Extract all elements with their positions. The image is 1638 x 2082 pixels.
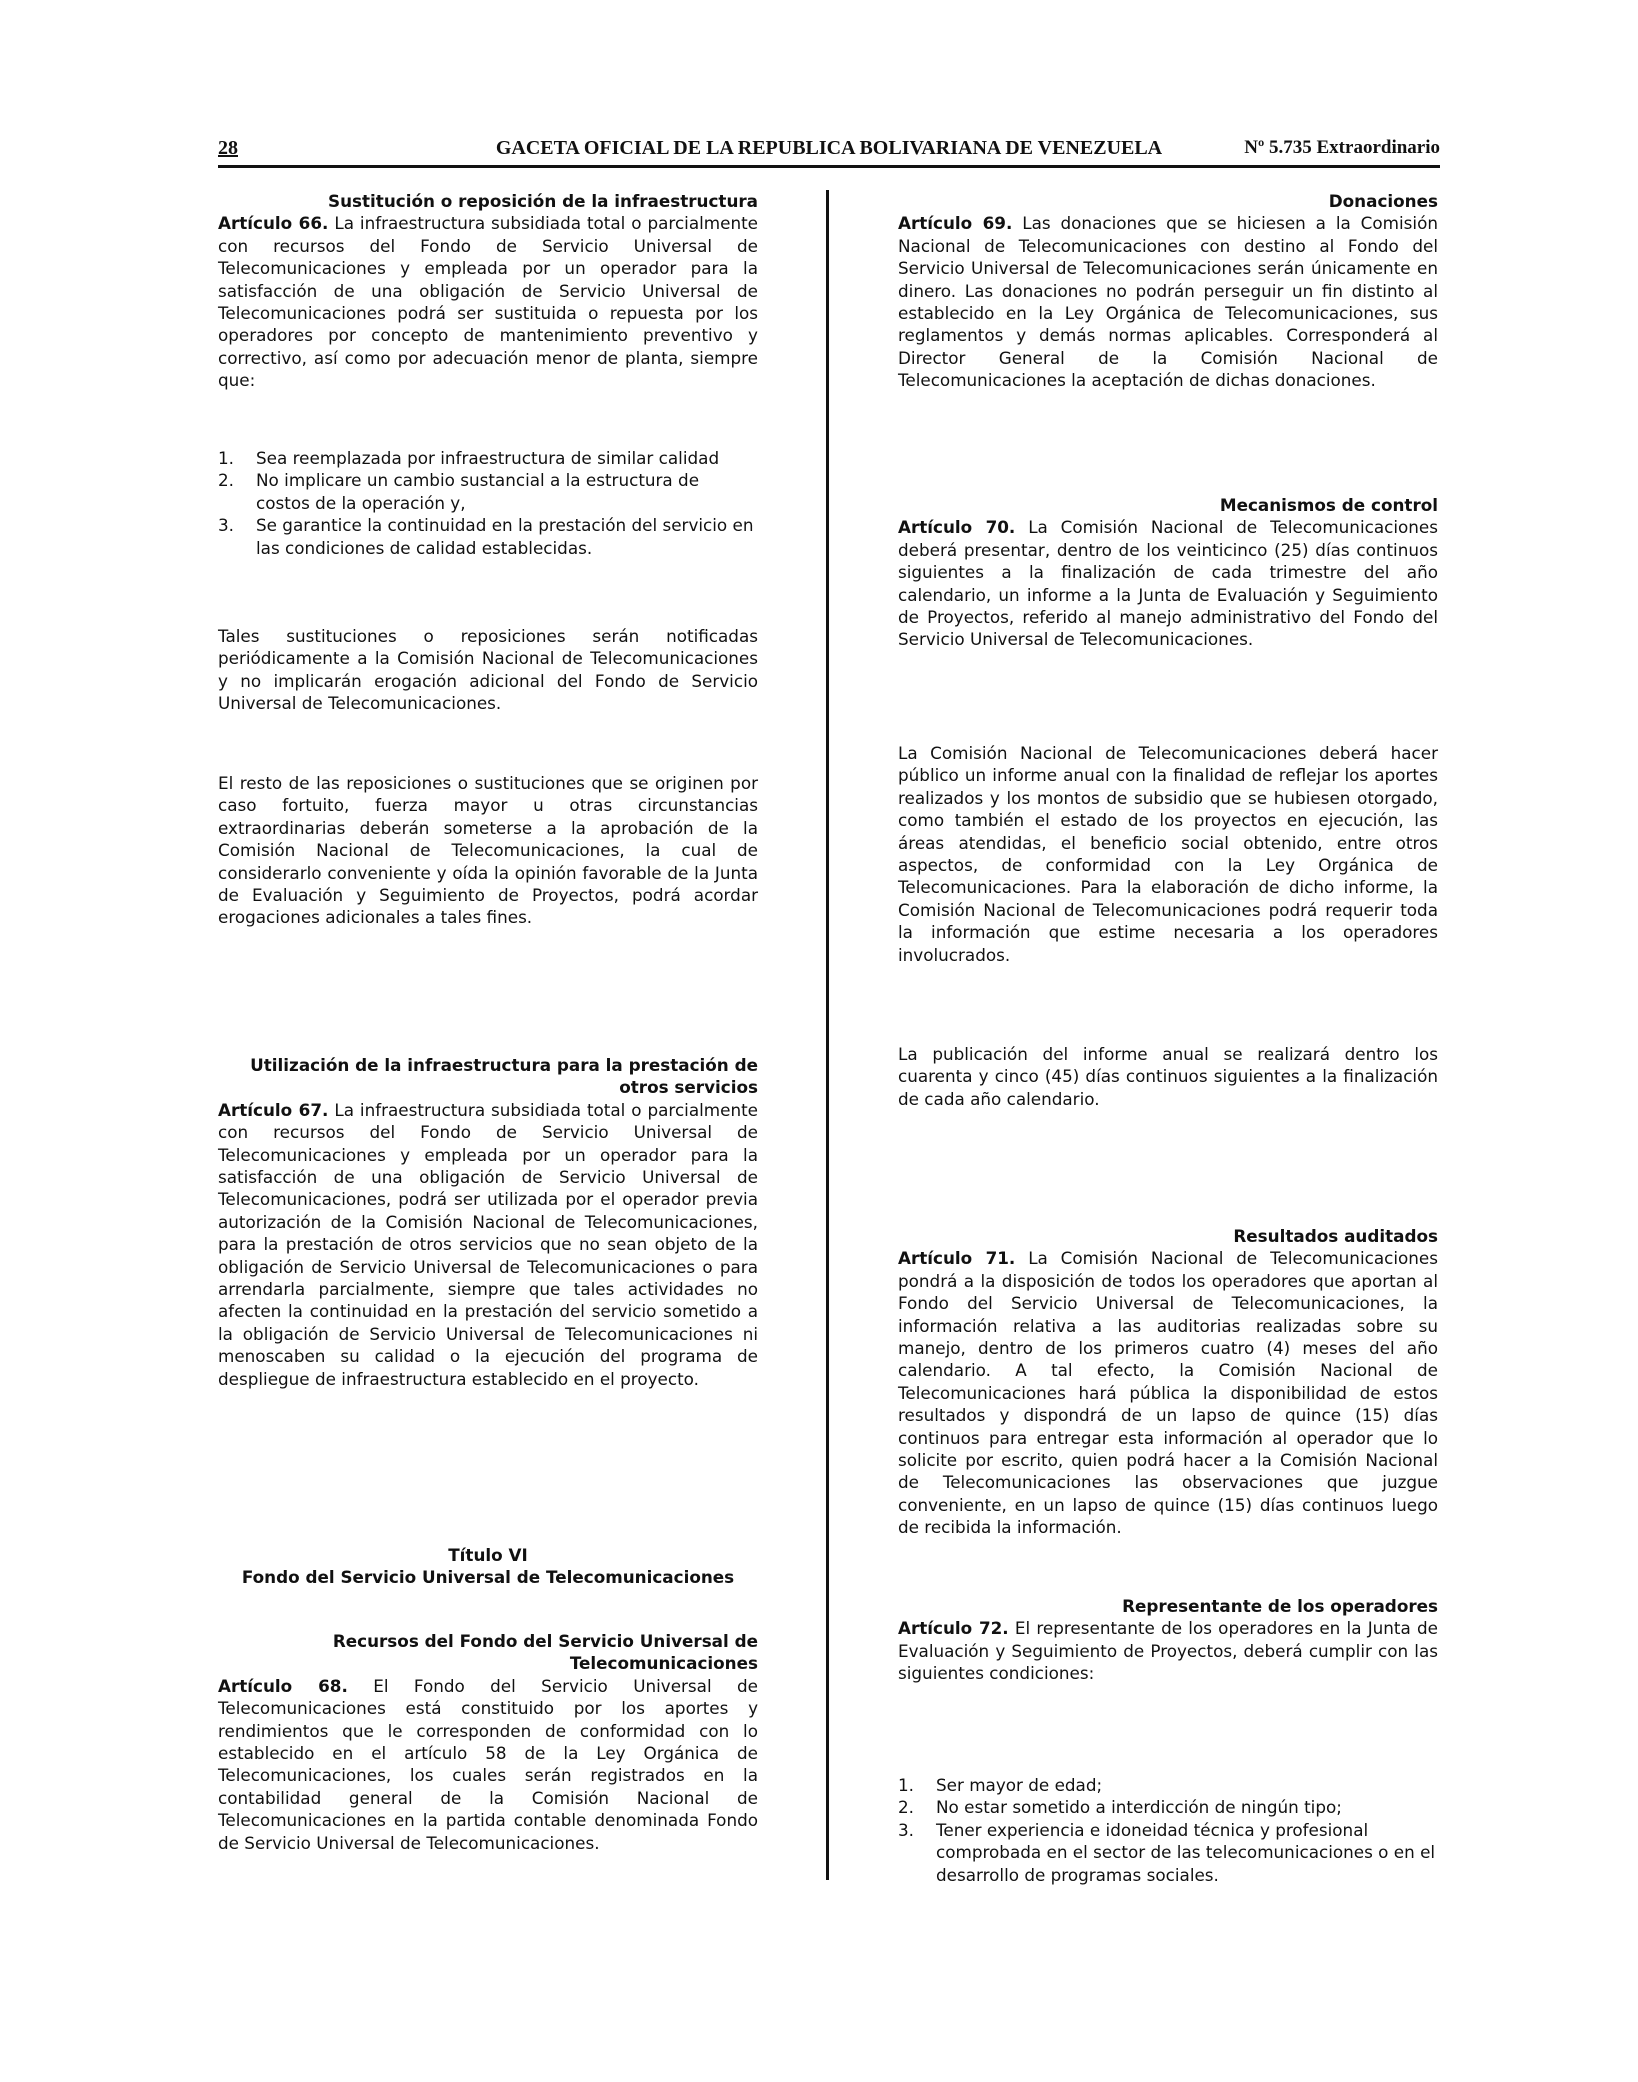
article-66-paragraph-2: Tales sustituciones o reposiciones serán notificadas periódicamente a la Comisión Nacional de Telecomunicaciones y no implicarán erogación adicional del Fondo de Servicio Universal de Telecomunicaciones. <box>218 626 758 714</box>
edition-number: Nº 5.735 Extraordinario <box>1244 137 1440 158</box>
article-66-body: La infraestructura subsidiada total o parcialmente con recursos del Fondo de Servicio Universal de Telecomunicaciones y empleada por un operador para la satisfacción de una obligación de Servicio Universal de Telecomunicaciones podrá ser sustituida o repuesta por los operadores por concepto de mantenimiento preventivo y correctivo, así como por adecuación menor de planta, siempre que: <box>218 213 758 391</box>
page-header <box>218 137 1440 165</box>
article-69-label: Artículo 69. <box>898 213 1013 234</box>
article-72-label: Artículo 72. <box>898 1618 1009 1639</box>
article-71-heading: Resultados auditados <box>1233 1226 1438 1246</box>
article-67-text <box>218 1099 758 1390</box>
article-72-body: El representante de los operadores en la Junta de Evaluación y Seguimiento de Proyectos, deberá cumplir con las siguientes condiciones: <box>898 1618 1438 1684</box>
article-66-text <box>218 212 758 391</box>
list-item: 2. No estar sometido a interdicción de ningún tipo; <box>898 1797 1342 1818</box>
article-70-paragraph-3: La publicación del informe anual se realizará dentro los cuarenta y cinco (45) días continuos siguientes a la finalización de cada año calendario. <box>898 1044 1438 1109</box>
page-number: 28 <box>218 137 238 159</box>
article-72-text <box>898 1617 1438 1684</box>
article-70-text <box>898 516 1438 650</box>
list-item: 3. Tener experiencia e idoneidad técnica y profesional comprobada en el sector de las telecomunicaciones o en el desarrollo de programas sociales. <box>898 1819 1436 1885</box>
list-item: 3. Se garantice la continuidad en la prestación del servicio en las condiciones de calidad establecidas. <box>218 515 754 558</box>
article-67-heading: Utilización de la infraestructura para la prestación de otros servicios <box>250 1055 758 1098</box>
article-72-conditions <box>898 1774 1438 1886</box>
article-70-label: Artículo 70. <box>898 517 1016 538</box>
article-69-text <box>898 212 1438 391</box>
header-rule <box>218 165 1440 168</box>
article-69-body: Las donaciones que se hiciesen a la Comisión Nacional de Telecomunicaciones con destino al Fondo del Servicio Universal de Telecomunicaciones serán únicamente en dinero. Las donaciones no podrán perseguir un fin distinto al establecido en la Ley Orgánica de Telecomunicaciones, sus reglamentos y demás normas aplicables. Corresponderá al Director General de la Comisión Nacional de Telecomunicaciones la aceptación de dichas donaciones. <box>898 213 1438 391</box>
article-69-heading: Donaciones <box>1328 191 1438 211</box>
list-item: 2. No implicare un cambio sustancial a la estructura de costos de la operación y, <box>218 470 700 513</box>
article-68-label: Artículo 68. <box>218 1675 348 1696</box>
article-68 <box>218 1630 758 1854</box>
article-67 <box>218 1054 758 1390</box>
article-68-heading: Recursos del Fondo del Servicio Universal de Telecomunicaciones <box>332 1631 758 1674</box>
article-72 <box>898 1595 1438 1685</box>
article-71-label: Artículo 71. <box>898 1248 1016 1269</box>
article-70 <box>898 494 1438 651</box>
list-item: 1. Ser mayor de edad; <box>898 1775 1103 1795</box>
article-68-body: El Fondo del Servicio Universal de Telecomunicaciones está constituido por los aportes y rendimientos que le corresponden de conformidad con lo establecido en el artículo 58 de la Ley Orgánica de Telecomunicaciones, los cuales serán registrados en la contabilidad general de la Comisión Nacional de Telecomunicaciones en la partida contable denominada Fondo de Servicio Universal de Telecomunicaciones. <box>218 1675 758 1853</box>
list-item: 1. Sea reemplazada por infraestructura de similar calidad <box>218 448 720 468</box>
titulo-name: Fondo del Servicio Universal de Telecomunicaciones <box>241 1567 735 1588</box>
article-66 <box>218 190 758 392</box>
article-67-label: Artículo 67. <box>218 1099 329 1120</box>
titulo-number: Título VI <box>448 1545 528 1565</box>
article-72-heading: Representante de los operadores <box>1122 1596 1438 1616</box>
article-68-text <box>218 1675 758 1854</box>
article-70-body: La Comisión Nacional de Telecomunicaciones deberá presentar, dentro de los veinticinco (25) días continuos siguientes a la finalización de cada trimestre del año calendario, un informe a la Junta de Evaluación y Seguimiento de Proyectos, referido al manejo administrativo del Fondo del Servicio Universal de Telecomunicaciones. <box>898 517 1438 650</box>
article-70-heading: Mecanismos de control <box>1219 495 1438 515</box>
article-71-text <box>898 1247 1438 1538</box>
article-66-conditions <box>218 447 758 559</box>
article-67-body: La infraestructura subsidiada total o parcialmente con recursos del Fondo de Servicio Universal de Telecomunicaciones y empleada por un operador para la satisfacción de una obligación de Servicio Universal de Telecomunicaciones, podrá ser utilizada por el operador previa autorización de la Comisión Nacional de Telecomunicaciones, para la prestación de otros servicios que no sean objeto de la obligación de Servicio Universal de Telecomunicaciones o para arrendarla parcialmente, siempre que tales actividades no afecten la continuidad en la prestación del servicio sometido a la obligación de Servicio Universal de Telecomunicaciones ni menoscaben su calidad o la ejecución del programa de despliegue de infraestructura establecido en el proyecto. <box>218 1099 758 1389</box>
column-divider <box>826 190 829 1880</box>
article-66-label: Artículo 66. <box>218 213 329 234</box>
article-66-heading: Sustitución o reposición de la infraestructura <box>328 191 758 211</box>
article-71 <box>898 1225 1438 1539</box>
titulo-vi <box>218 1544 758 1589</box>
article-66-paragraph-3: El resto de las reposiciones o sustituciones que se originen por caso fortuito, fuerza mayor u otras circunstancias extraordinarias deberán someterse a la aprobación de la Comisión Nacional de Telecomunicaciones, la cual de considerarlo conveniente y oída la opinión favorable de la Junta de Evaluación y Seguimiento de Proyectos, podrá acordar erogaciones adicionales a tales fines. <box>218 773 758 928</box>
article-70-paragraph-2: La Comisión Nacional de Telecomunicaciones deberá hacer público un informe anual con la finalidad de reflejar los aportes realizados y los montos de subsidio que se hubiesen otorgado, como también el estado de los proyectos en ejecución, las áreas atendidas, el beneficio social obtenido, entre otros aspectos, de conformidad con la Ley Orgánica de Telecomunicaciones. Para la elaboración de dicho informe, la Comisión Nacional de Telecomunicaciones podrá requerir toda la información que estime necesaria a los operadores involucrados. <box>898 743 1438 965</box>
article-71-body: La Comisión Nacional de Telecomunicaciones pondrá a la disposición de todos los operadores que aportan al Fondo del Servicio Universal de Telecomunicaciones, la información relativa a las auditorias realizadas sobre su manejo, dentro de los primeros cuatro (4) meses del año calendario. A tal efecto, la Comisión Nacional de Telecomunicaciones hará pública la disponibilidad de estos resultados y dispondrá de un lapso de quince (15) días continuos para entregar esta información al operador que lo solicite por escrito, quien podrá hacer a la Comisión Nacional de Telecomunicaciones las observaciones que juzgue conveniente, en un lapso de quince (15) días continuos luego de recibida la información. <box>898 1248 1438 1538</box>
gazette-title: GACETA OFICIAL DE LA REPUBLICA BOLIVARIANA DE VENEZUELA <box>495 137 1163 159</box>
article-69 <box>898 190 1438 392</box>
